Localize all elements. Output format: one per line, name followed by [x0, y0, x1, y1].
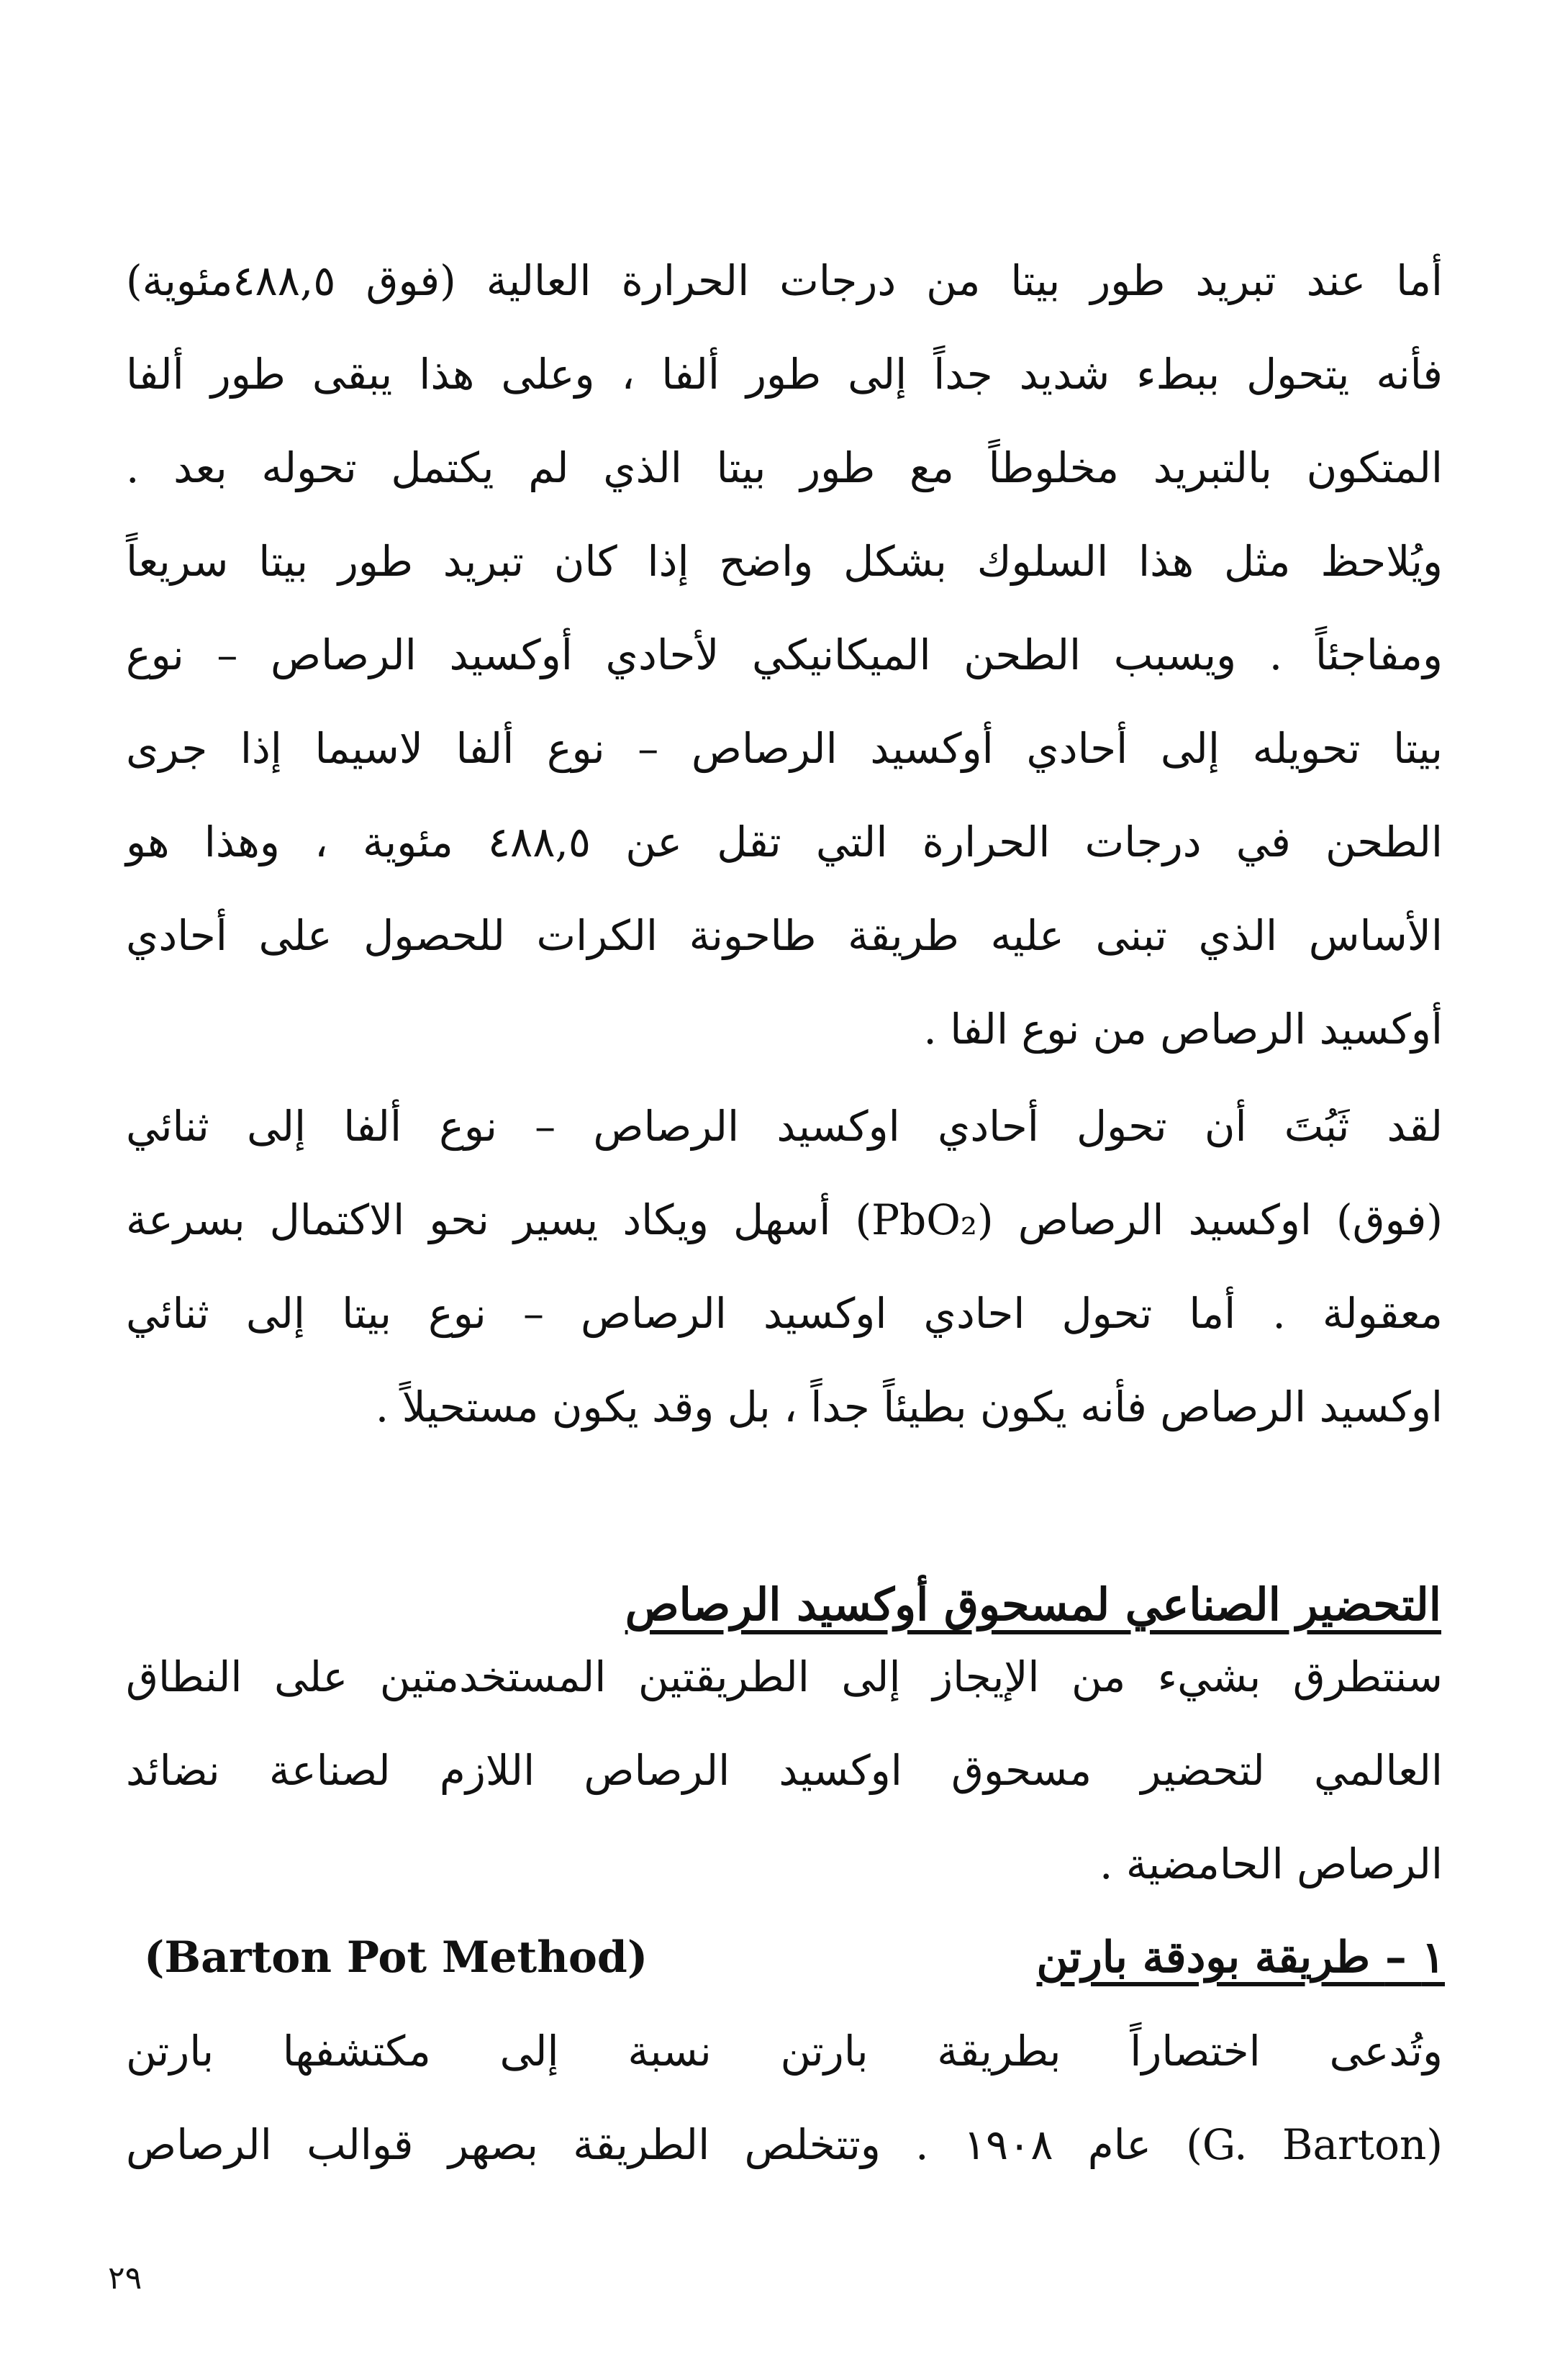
paragraph-industrial-intro	[126, 1630, 1443, 1911]
text-line: أوكسيد الرصاص من نوع الفا .	[923, 1005, 1443, 1054]
method-number: ١ –	[1384, 1932, 1445, 1983]
text-line: معقولة . أما تحول احادي اوكسيد الرصاص – نوع بيتا إلى ثنائي	[126, 1289, 1443, 1338]
paragraph-barton-description	[126, 2004, 1443, 2191]
text-line: بيتا تحويله إلى أحادي أوكسيد الرصاص – نوع ألفا لاسيما إذا جرى	[126, 724, 1443, 773]
method-title-english: (Barton Pot Method)	[144, 1932, 648, 1983]
text-line: سنتطرق بشيء من الإيجاز إلى الطريقتين المستخدمتين على النطاق	[126, 1652, 1443, 1701]
page-number: ٢٩	[108, 2260, 142, 2297]
text-line: ويُلاحظ مثل هذا السلوك بشكل واضح إذا كان تبريد طور بيتا سريعاً	[126, 537, 1443, 586]
text-line: الطحن في درجات الحرارة التي تقل عن ٤٨٨,٥ مئوية ، وهذا هو	[126, 818, 1443, 867]
text-line: (G. Barton) عام ١٩٠٨ . وتتخلص الطريقة بصهر قوالب الرصاص	[126, 2120, 1443, 2169]
text-line: (فوق) اوكسيد الرصاص (PbO₂) أسهل ويكاد يسير نحو الاكتمال بسرعة	[126, 1195, 1443, 1244]
text-line: العالمي لتحضير مسحوق اوكسيد الرصاص اللازم لصناعة نضائد	[126, 1746, 1443, 1795]
section-heading: التحضير الصناعي لمسحوق أوكسيد الرصاص	[625, 1578, 1441, 1631]
text-line: وتُدعى اختصاراً بطريقة بارتن نسبة إلى مكتشفها بارتن	[126, 2027, 1443, 2076]
text-line: المتكون بالتبريد مخلوطاً مع طور بيتا الذي لم يكتمل تحوله بعد .	[126, 443, 1443, 492]
text-line: فأنه يتحول ببطء شديد جداً إلى طور ألفا ، وعلى هذا يبقى طور ألفا	[126, 350, 1443, 399]
method-title-ar: طريقة بودقة بارتن	[1036, 1932, 1370, 1983]
paragraph-beta-cooling	[126, 234, 1443, 1076]
text-line: ومفاجئاً . ويسبب الطحن الميكانيكي لأحادي أوكسيد الرصاص – نوع	[126, 630, 1443, 679]
text-line: اوكسيد الرصاص فأنه يكون بطيئاً جداً ، بل وقد يكون مستحيلاً .	[375, 1383, 1443, 1431]
method-title-arabic	[1037, 1911, 1445, 2004]
text-line: الرصاص الحامضية .	[1099, 1840, 1443, 1888]
text-line: أما عند تبريد طور بيتا من درجات الحرارة العالية (فوق ٤٨٨,٥مئوية)	[126, 256, 1443, 305]
paragraph-alpha-oxidation	[126, 1080, 1443, 1454]
text-line: الأساس الذي تبنى عليه طريقة طاحونة الكرات للحصول على أحادي	[126, 911, 1443, 960]
method-subheading	[144, 1911, 1445, 2004]
text-line: لقد ثَبُتَ أن تحول أحادي اوكسيد الرصاص – نوع ألفا إلى ثنائي	[126, 1102, 1443, 1151]
